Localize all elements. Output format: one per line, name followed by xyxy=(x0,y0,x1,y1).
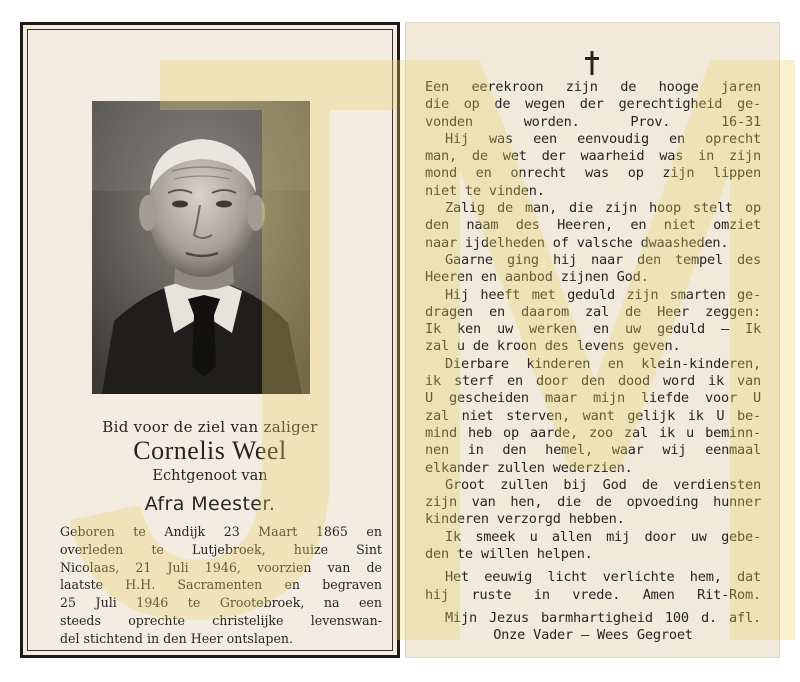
bio-line: steeds oprechte christelijke levenswan- xyxy=(60,612,382,628)
verse-line: Dierbare kinderen en klein-kinderen, xyxy=(445,355,761,372)
bio-line: overleden te Lutjebroek, huize Sint xyxy=(60,541,382,557)
verse-line: die op de wegen der gerechtigheid ge- xyxy=(425,96,761,113)
bio-line: del stichtend in den Heer ontslapen. xyxy=(60,630,294,646)
portrait-photo xyxy=(92,101,310,394)
deceased-name: Cornelis Weel xyxy=(133,436,287,465)
verse-text xyxy=(425,79,761,645)
verse-line: zal niet sterven, want gelijk ik U be- xyxy=(425,407,761,424)
verse-line: nen in den hemel, waar wij eenmaal xyxy=(425,442,761,459)
verse-line: Groot zullen bij God de verdiensten xyxy=(445,476,761,493)
verse-line: mind heb op aarde, zoo zal ik u beminn- xyxy=(425,424,761,441)
biography-text xyxy=(60,523,382,648)
verse-line: Zalig de man, die zijn hoop stelt op xyxy=(445,200,761,217)
verse-line: Hij was een eenvoudig en oprecht xyxy=(445,130,761,147)
verse-line: naar ijdelheden of valsche dwaasheden. xyxy=(425,234,729,251)
verse-line: zal u de kroon des levens geven. xyxy=(425,338,681,355)
verse-line: U gescheiden maar mijn liefde voor U xyxy=(425,390,761,407)
spouse-label: Echtgenoot van xyxy=(152,468,268,484)
bio-line: Geboren te Andijk 23 Maart 1865 en xyxy=(60,524,382,539)
spouse-name: Afra Meester. xyxy=(144,493,276,515)
verse-line: vonden worden. Prov. 16-31 xyxy=(425,113,761,130)
verse-line: dragen en daarom zal de Heer zeggen: xyxy=(425,303,761,320)
verse-line: man, de wet der waarheid was in zijn xyxy=(425,148,761,165)
verse-line: Het eeuwig licht verlichte hem, dat xyxy=(445,569,761,586)
verse-line: Ik smeek u allen mij door uw gebe- xyxy=(445,528,761,545)
bio-line: 25 Juli 1946 te Grootebroek, na een xyxy=(60,595,382,611)
verse-line: den naam des Heeren, en niet omziet xyxy=(425,217,761,234)
verse-line: mond en onrecht was op zijn lippen xyxy=(425,165,761,182)
verse-line: Ik ken uw werken en uw geduld — Ik xyxy=(425,321,761,338)
verse-line: Onze Vader — Wees Gegroet xyxy=(493,627,693,644)
verse-line: kinderen verzorgd hebben. xyxy=(425,511,625,528)
prayer-line: Bid voor de ziel van zaliger xyxy=(102,418,318,436)
cross-icon xyxy=(584,50,600,76)
verse-line: elkander zullen wederzien. xyxy=(425,459,633,476)
bio-line: Nicolaas, 21 Juli 1946, voorzien van de xyxy=(60,559,382,575)
verse-line: Gaarne ging hij naar den tempel des xyxy=(445,251,761,268)
verse-line: zijn van hen, die de opvoeding hunner xyxy=(425,494,761,511)
verse-line: niet te vinden. xyxy=(425,182,545,199)
bio-line: laatste H.H. Sacramenten en begraven xyxy=(60,577,382,593)
verse-line: hij ruste in vrede. Amen Rit-Rom. xyxy=(425,586,761,603)
verse-line: Een eerekroon zijn de hooge jaren xyxy=(425,79,761,95)
verse-line: Heeren en aanbod zijnen God. xyxy=(425,269,649,286)
verse-line: den te willen helpen. xyxy=(425,546,593,563)
verse-line: Mijn Jezus barmhartigheid 100 d. afl. xyxy=(445,609,761,626)
verse-line: Hij heeft met geduld zijn smarten ge- xyxy=(445,286,761,303)
verse-line: ik sterf en door den dood word ik van xyxy=(425,373,761,390)
